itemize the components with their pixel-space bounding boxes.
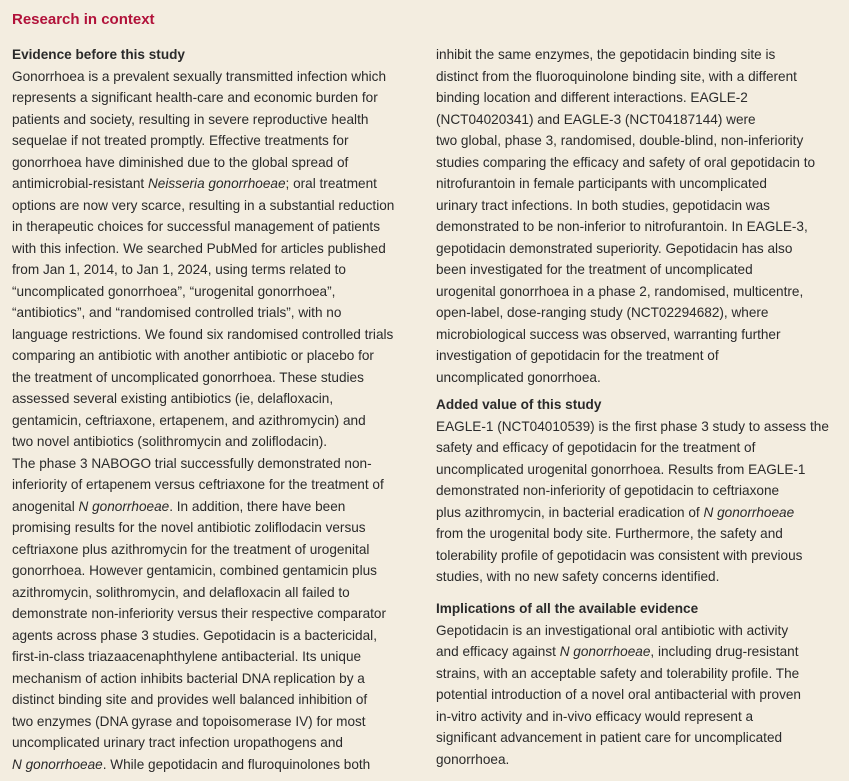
evidence-before-continued-line: binding location and different interactions. EAGLE-2 [436,90,748,105]
evidence-before-line: “uncomplicated gonorrhoea”, “urogenital gonorrhoea”, [12,283,336,299]
evidence-before-line: gentamicin, ceftriaxone, ertapenem, and azithromycin) and [12,412,366,428]
evidence-before-line: gonorrhoea have diminished due to the global spread of [12,154,349,170]
added-value-line: demonstrated non-inferiority of gepotidacin to ceftriaxone [436,483,780,498]
added-value-line: studies, with no new safety concerns identified. [436,569,720,584]
evidence-before-line: distinct binding site and provides well balanced inhibition of [12,692,368,707]
evidence-before-line: promising results for the novel antibiotic zoliflodacin versus [12,520,366,535]
implications-line: in-vitro activity and in-vivo efficacy would represent a [436,708,754,724]
added-value-line: uncomplicated urogenital gonorrhoea. Results from EAGLE-1 [436,461,806,477]
implications-line: Gepotidacin is an investigational oral antibiotic with activity [436,622,789,638]
evidence-before-line: uncomplicated urinary tract infection uropathogens and [12,735,343,750]
evidence-before-continued-line: (NCT04020341) and EAGLE-3 (NCT04187144) were [436,111,756,127]
added-value-line: plus azithromycin, in bacterial eradication of N gonorrhoeae [436,504,795,520]
implications-line: potential introduction of a novel oral antibacterial with proven [436,687,801,702]
evidence-before-line: gonorrhoea. However gentamicin, combined gentamicin plus [12,563,377,578]
evidence-before-line: mechanism of action inhibits bacterial DNA replication by a [12,670,365,686]
evidence-before-continued-line: investigation of gepotidacin for the treatment of [436,348,719,363]
evidence-before-line: with this infection. We searched PubMed for articles published [12,240,386,256]
evidence-before-continued-line: studies comparing the efficacy and safety of oral gepotidacin to [436,154,816,170]
evidence-before-continued-line: inhibit the same enzymes, the gepotidacin binding site is [436,47,776,62]
implications-heading: Implications of all the available evidence [436,601,699,616]
evidence-before-continued-line: been investigated for the treatment of uncomplicated [436,262,753,277]
implications-line: and efficacy against N gonorrhoeae, including drug-resistant [436,644,799,659]
evidence-before-line: in therapeutic choices for successful management of patients [12,219,380,234]
evidence-before-line: demonstrate non-inferiority versus their respective comparator [12,606,386,621]
evidence-before-heading: Evidence before this study [12,47,185,62]
evidence-before-line: antimicrobial-resistant Neisseria gonorrhoeae; oral treatment [12,176,377,191]
left-column [12,44,416,775]
evidence-before-line: two enzymes (DNA gyrase and topoisomerase IV) for most [12,713,366,729]
implications-section [436,598,801,770]
evidence-before-line: two novel antibiotics (solithromycin and zoliflodacin). [12,434,328,449]
right-column [436,44,837,767]
evidence-before-line: first-in-class triazaacenaphthylene antibacterial. Its unique [12,649,362,664]
added-value-line: safety and efficacy of gepotidacin for the treatment of [436,440,756,455]
evidence-before-line: Gonorrhoea is a prevalent sexually transmitted infection which [12,68,387,84]
implications-line: gonorrhoea. [436,751,510,767]
evidence-before-line: from Jan 1, 2014, to Jan 1, 2024, using terms related to [12,262,346,277]
evidence-before-continued-line: urogenital gonorrhoea in a phase 2, randomised, multicentre, [436,283,804,299]
evidence-before-line: The phase 3 NABOGO trial successfully demonstrated non- [12,455,372,471]
evidence-before-line: patients and society, resulting in severe reproductive health [12,111,369,127]
added-value-line: EAGLE-1 (NCT04010539) is the first phase 3 study to assess the [436,418,829,434]
evidence-before-line: N gonorrhoeae. While gepotidacin and fluroquinolones both [12,756,371,772]
evidence-before-line: ceftriaxone plus azithromycin for the treatment of urogenital [12,541,370,557]
implications-line: strains, with an acceptable safety and tolerability profile. The [436,665,800,681]
evidence-before-continued-line: urinary tract infections. In both studies, gepotidacin was [436,197,770,213]
evidence-before-line: “antibiotics”, and “randomised controlled trials”, with no [12,305,342,320]
evidence-before-line: represents a significant health-care and economic burden for [12,90,378,105]
evidence-before-continued-line: demonstrated to be non-inferior to nitrofurantoin. In EAGLE-3, [436,219,808,234]
evidence-before-line: assessed several existing antibiotics (ie, delafloxacin, [12,391,334,406]
evidence-before-continued-line: two global, phase 3, randomised, double-blind, non-inferiority [436,133,804,148]
added-value-line: tolerability profile of gepotidacin was consistent with previous [436,547,803,563]
evidence-before-continued-line: open-label, dose-ranging study (NCT02294682), where [436,305,769,320]
evidence-before-line: the treatment of uncomplicated gonorrhoea. These studies [12,369,364,385]
evidence-before-continued [436,44,837,388]
evidence-before-line: inferiority of ertapenem versus ceftriaxone for the treatment of [12,477,384,492]
added-value-body [436,416,829,588]
implications-line: significant advancement in patient care for uncomplicated [436,730,783,745]
evidence-before-continued-line: microbiological success was observed, warranting further [436,326,781,342]
evidence-before-line: azithromycin, solithromycin, and delafloxacin all failed to [12,584,350,600]
evidence-before-body [12,66,416,776]
evidence-before-line: sequelae if not treated promptly. Effective treatments for [12,133,349,148]
evidence-before-line: comparing an antibiotic with another antibiotic or placebo for [12,348,374,363]
evidence-before-line: language restrictions. We found six randomised controlled trials [12,326,394,342]
panel-title: Research in context [12,11,155,28]
evidence-before-continued-line: uncomplicated gonorrhoea. [436,369,601,385]
evidence-before-line: agents across phase 3 studies. Gepotidacin is a bactericidal, [12,627,377,643]
evidence-before-line: options are now very scarce, resulting in a substantial reduction [12,197,395,213]
evidence-before-continued-line: gepotidacin demonstrated superiority. Gepotidacin has also [436,240,793,256]
added-value-heading: Added value of this study [436,397,602,412]
evidence-before-continued-line: nitrofurantoin in female participants with uncomplicated [436,176,767,191]
implications-body [436,620,801,771]
evidence-before-line: anogenital N gonorrhoeae. In addition, there have been [12,498,346,514]
added-value-line: from the urogenital body site. Furthermore, the safety and [436,526,783,541]
evidence-before-continued-line: distinct from the fluoroquinolone binding site, with a different [436,68,797,84]
added-value-section [436,394,829,588]
